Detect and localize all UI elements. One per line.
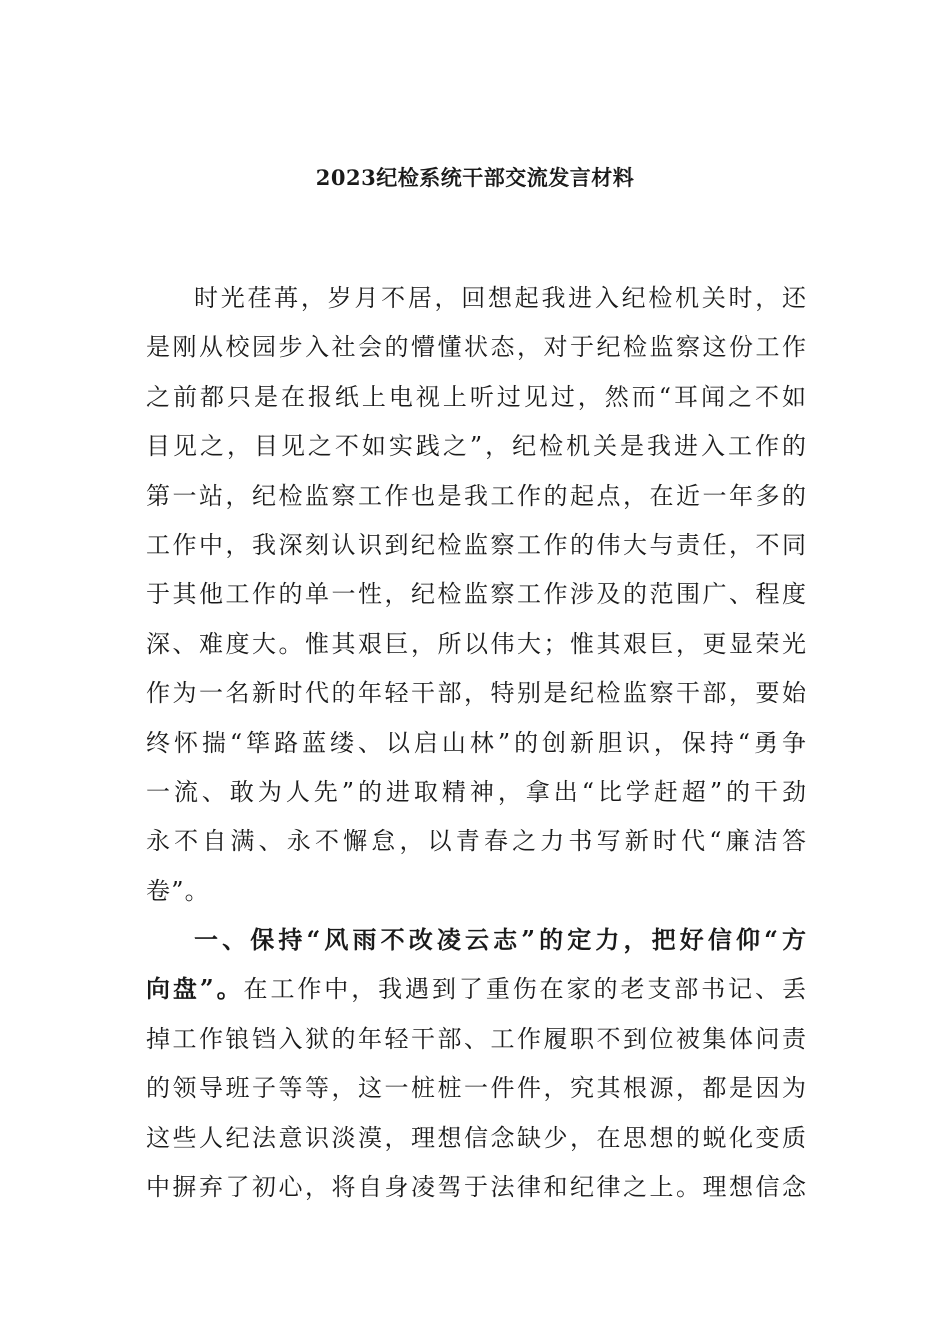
intro-line: 深、难度大。惟其艰巨，所以伟大；惟其艰巨，更显荣光: [146, 629, 806, 658]
intro-line: 是刚从校园步入社会的懵懂状态，对于纪检监察这份工作: [146, 333, 806, 362]
intro-line: 之前都只是在报纸上电视上听过见过，然而“耳闻之不如: [146, 382, 806, 411]
section-line: [146, 971, 806, 1020]
intro-line: 永不自满、永不懈怠，以青春之力书写新时代“廉洁答: [146, 827, 806, 856]
section-line: 掉工作锒铛入狱的年轻干部、工作履职不到位被集体问责: [146, 1024, 806, 1053]
intro-line: 作为一名新时代的年轻干部，特别是纪检监察干部，要始: [146, 679, 806, 708]
intro-line: 于其他工作的单一性，纪检监察工作涉及的范围广、程度: [146, 580, 806, 609]
section-line: 中摒弃了初心，将自身凌驾于法律和纪律之上。理想信念: [146, 1173, 806, 1202]
intro-line: 终怀揣“筚路蓝缕、以启山林”的创新胆识，保持“勇争: [146, 728, 806, 757]
intro-line: 第一站，纪检监察工作也是我工作的起点，在近一年多的: [146, 481, 806, 510]
intro-line: 一流、敢为人先”的进取精神，拿出“比学赶超”的干劲: [146, 777, 806, 806]
section-line: 的领导班子等等，这一桩桩一件件，究其根源，都是因为: [146, 1074, 806, 1103]
document-title: 2023纪检系统干部交流发言材料: [315, 165, 635, 190]
document-body: [146, 280, 806, 1218]
section-line: 这些人纪法意识淡漠，理想信念缺少，在思想的蜕化变质: [146, 1123, 806, 1152]
section-heading-end: 向盘”。: [146, 974, 244, 1004]
section-text: 在工作中，我遇到了重伤在家的老支部书记、丢: [243, 975, 807, 1004]
intro-line: 卷”。: [146, 876, 210, 905]
section-heading: 一、保持“风雨不改凌云志”的定力，把好信仰“方: [194, 925, 806, 955]
intro-line: 工作中，我深刻认识到纪检监察工作的伟大与责任，不同: [146, 530, 806, 559]
intro-line: 时光荏苒，岁月不居，回想起我进入纪检机关时，还: [194, 284, 806, 312]
intro-line: 目见之，目见之不如实践之”，纪检机关是我进入工作的: [146, 432, 806, 461]
